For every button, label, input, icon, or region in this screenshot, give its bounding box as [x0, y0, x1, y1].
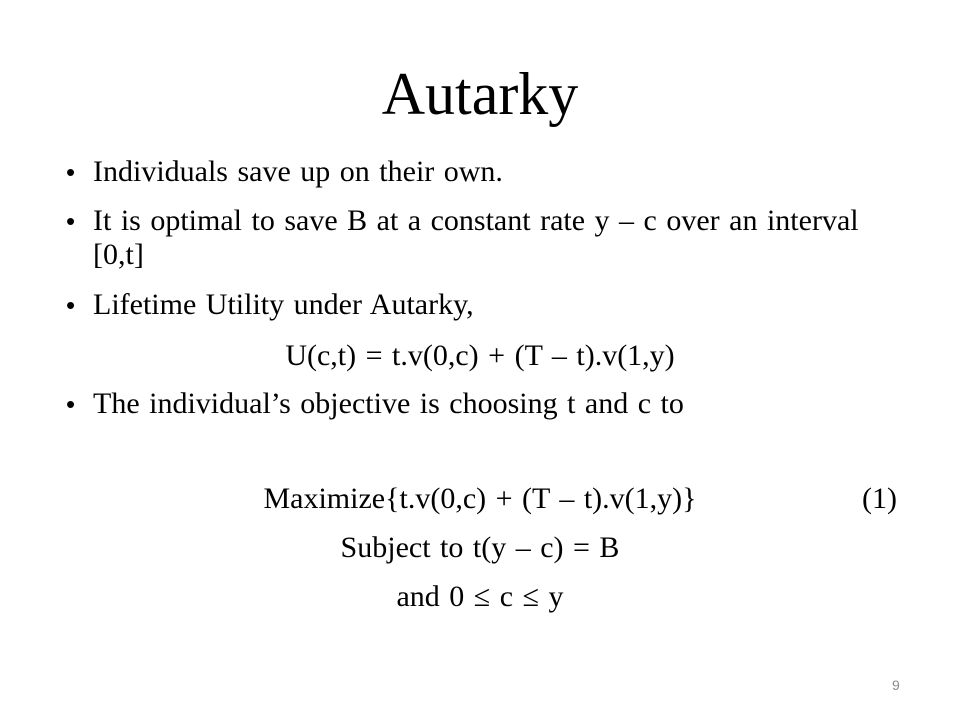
bullet-item	[66, 288, 906, 322]
bullet-item	[66, 155, 906, 189]
bullet-icon: •	[66, 206, 76, 236]
bullet-text: Individuals save up on their own.	[93, 155, 503, 188]
bullet-text: Lifetime Utility under Autarky,	[93, 288, 474, 321]
bullet-text: The individual’s objective is choosing t and c to	[93, 387, 684, 420]
bullet-icon: •	[66, 157, 76, 187]
bullet-icon: •	[66, 389, 76, 419]
slide-title: Autarky	[381, 61, 579, 127]
bullet-item	[66, 204, 906, 272]
bullet-icon: •	[66, 290, 76, 320]
bullet-item	[66, 387, 906, 421]
constraint-line: Subject to t(y – c) = B	[340, 531, 620, 564]
constraint-line: and 0 ≤ c ≤ y	[396, 580, 564, 613]
maximize-expression: Maximize{t.v(0,c) + (T – t).v(1,y)}	[263, 482, 697, 515]
equation-number: (1)	[862, 482, 897, 515]
page-number: 9	[892, 677, 900, 693]
bullet-text: It is optimal to save B at a constant rate y – c over an interval [0,t]	[93, 204, 859, 271]
utility-equation: U(c,t) = t.v(0,c) + (T – t).v(1,y)	[285, 339, 675, 372]
